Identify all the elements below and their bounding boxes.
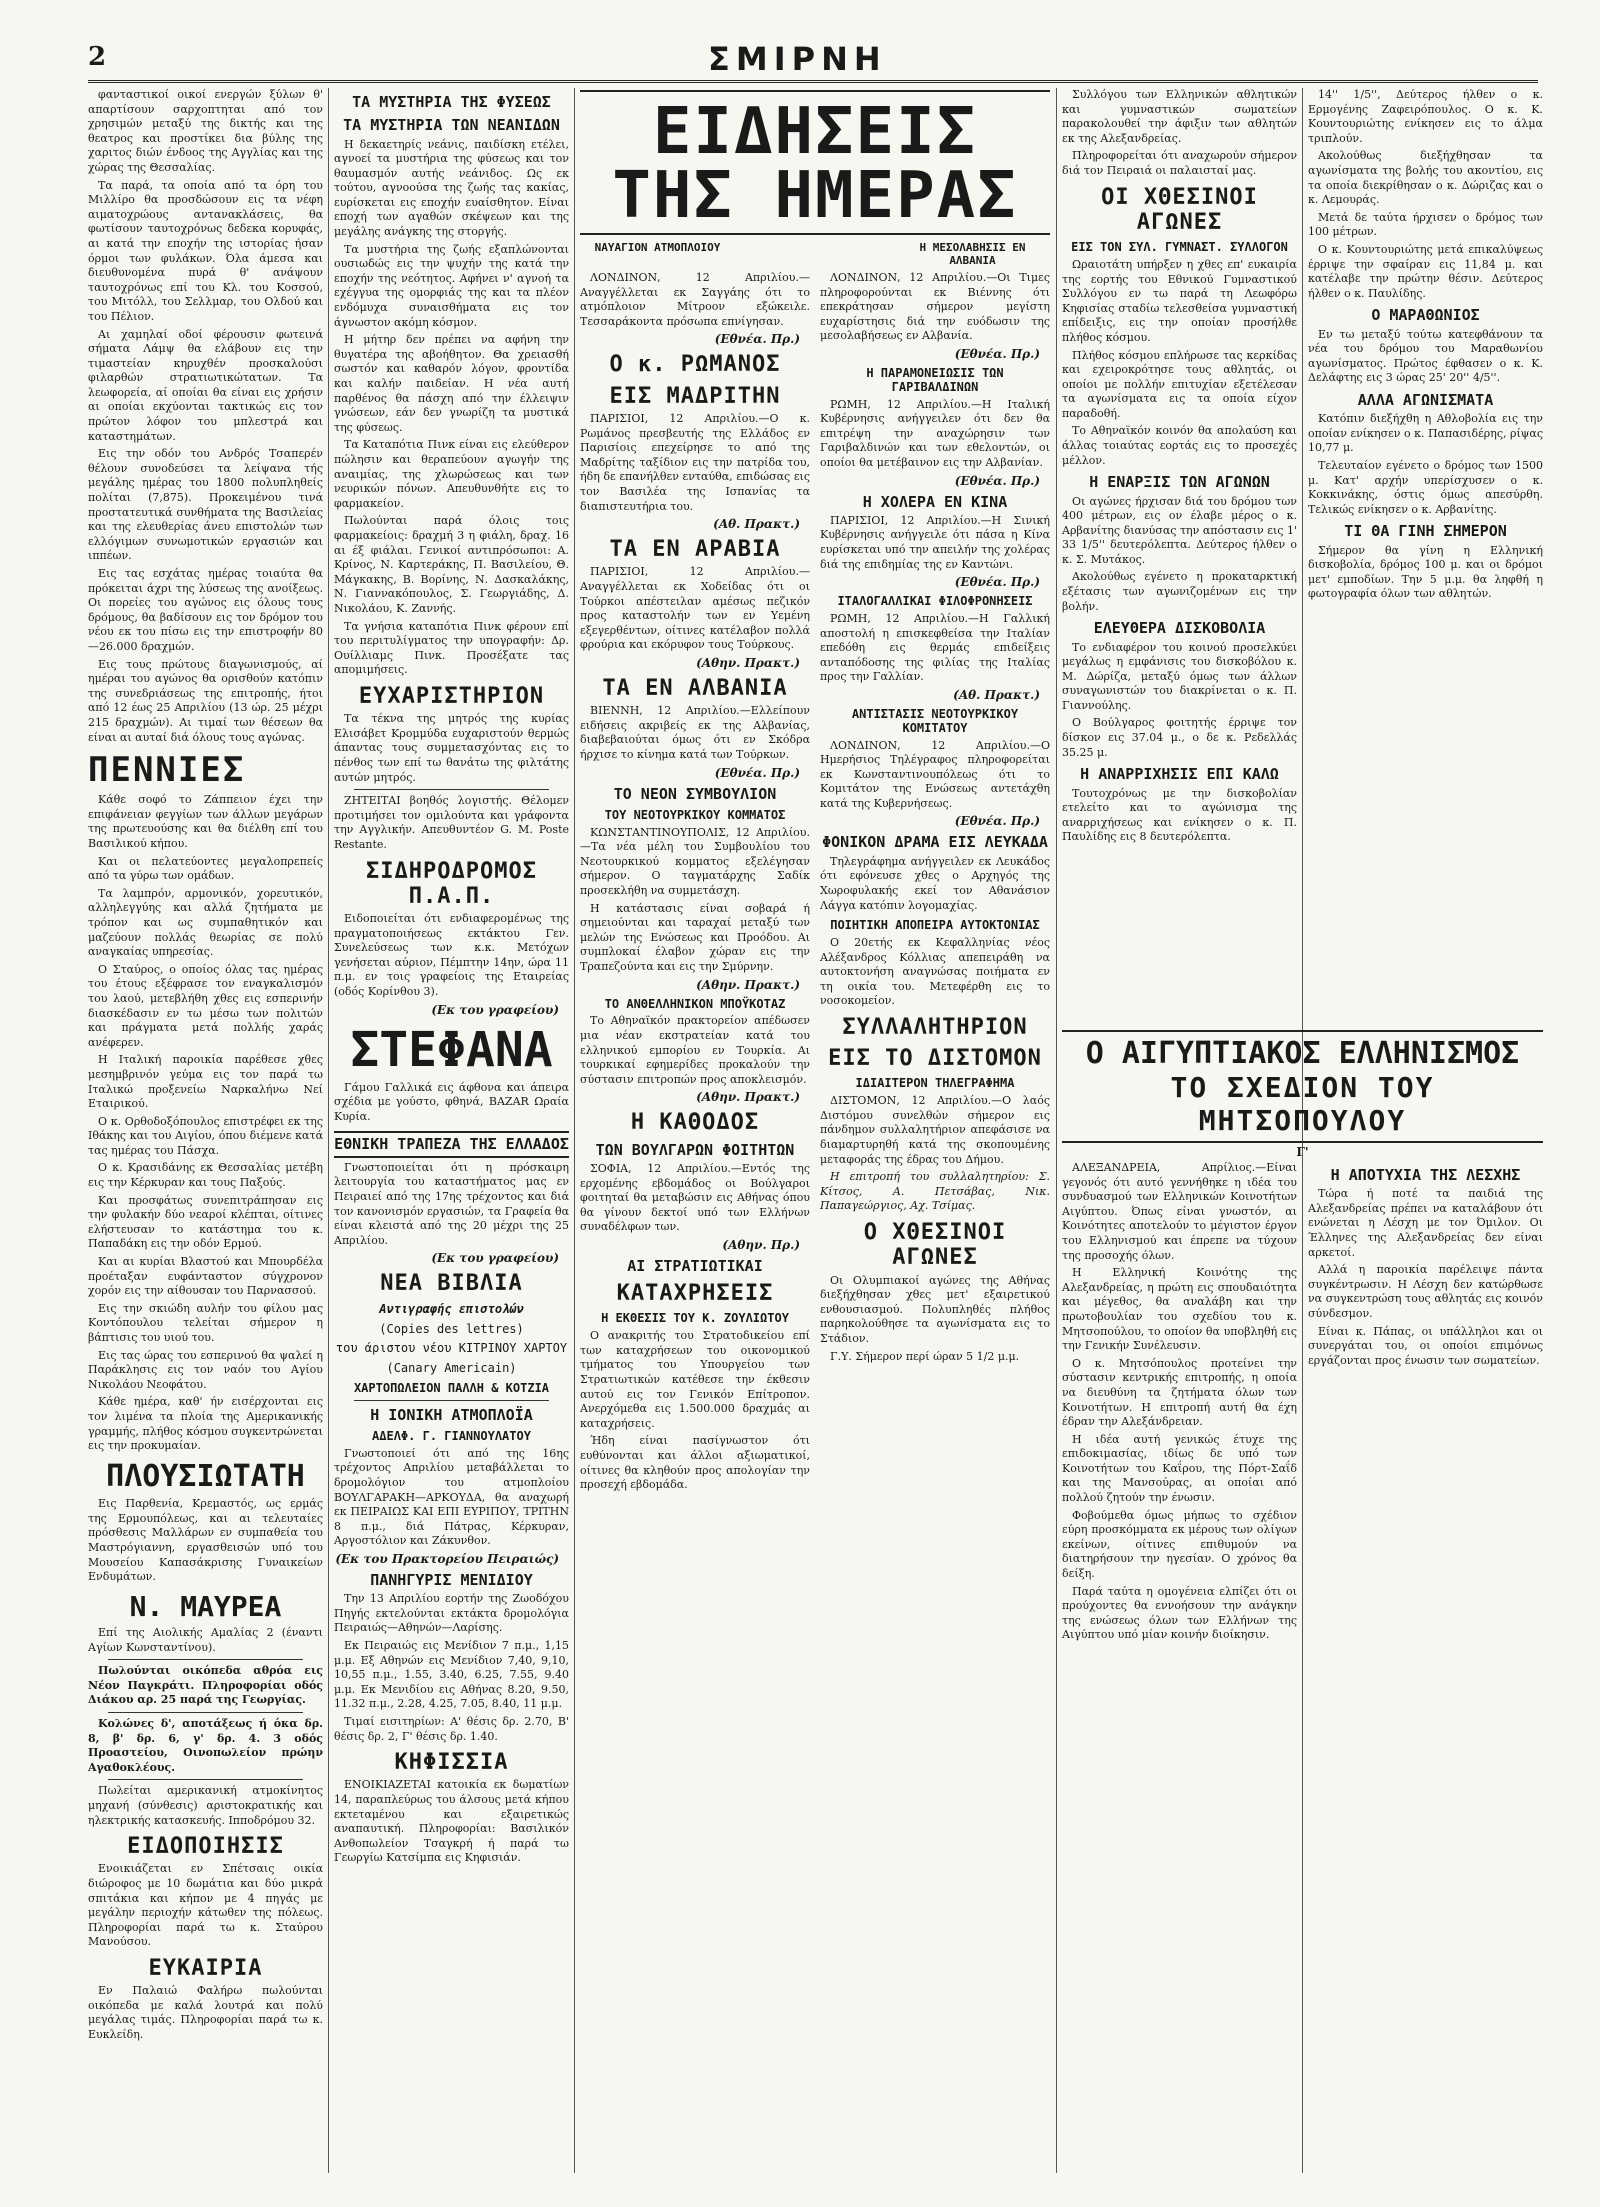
column-rule: [1056, 88, 1057, 2173]
article-paragraph: Πληροφορείται ότι αναχωρούν σήμερον διά τον Πειραιά οι παλαισταί μας.: [1062, 149, 1297, 177]
article-paragraph: Και προσφάτως συνεπιτράπησαν εις την φυλακήν δύο νεαροί κλέπται, οίτινες ελήστευσαν το κατάστημα του κ. Παπαδάκη εις την οδόν Ερμού.: [88, 1193, 323, 1251]
headline: ΟΙ ΧΘΕΣΙΝΟΙ ΑΓΩΝΕΣ: [1101, 184, 1258, 235]
headline: Ο ΑΙΓΥΠΤΙΑΚΟΣ ΕΛΛΗΝΙΣΜΟΣ: [1062, 1030, 1543, 1071]
ad-title-stefana: ΣΤΕΦΑΝΑ: [350, 1021, 553, 1078]
headline: ΣΙΔΗΡΟΔΡΟΜΟΣ Π.Α.Π.: [366, 858, 537, 909]
ad-name-maurea: Ν. ΜΑΥΡΕΑ: [129, 1589, 282, 1623]
article-paragraph: Εν τω μεταξύ τούτω κατεφθάνουν τα νέα του δρόμου του Μαραθωνίου αγωνίσματος. Πρώτος έφθασεν ο κ. Κ. Δελάφτης εις 3 ώρας 25' 20'' 4/5''.: [1308, 327, 1543, 385]
source-line: (Εθνέα. Πρ.): [714, 765, 800, 780]
headline: ΙΔΙΑΙΤΕΡΟΝ ΤΗΛΕΓΡΑΦΗΜΑ: [855, 1076, 1015, 1091]
article-paragraph: Τα παρά, τα οποία από τα όρη του Μιλλίρο θα προσδώσουν εις τα νέφη αιματοχρώους αντανακλάσεις, θα φωτίσουν ταυτοχρόνως δεδεκα κορυφάς, αι κατά την εποχήν της ιστορίας ήσαν όρμοι των φυλάκων. Όλα άμεσα και διευθυνομένα πυρά θ' ανάψουν ταυτοχρόνως επί του Κλ. του Κοσσού, του Μιτόλλ, του Σελλμαρ, του Ολδού και του Πέλιον.: [88, 178, 323, 323]
column-3b: [820, 271, 1050, 1496]
article-paragraph: Τώρα ή ποτέ τα παιδιά της Αλεξανδρείας πρέπει να καταλάβουν ότι ενώνεται η Λέσχη με τον Όμιλον. Οι Έλληνες της Αλεξανδρείας δεν είναι αρκετοί.: [1308, 1187, 1543, 1259]
article-paragraph: Παρά ταύτα η ομογένεια ελπίζει ότι οι προύχοντες θα εννοήσουν την ανάγκην της ενώσεως όλων των Ελλήνων της Αιγύπτου υπό μίαν κοινήν διοίκησιν.: [1062, 1584, 1297, 1642]
subheads: [580, 241, 1050, 267]
ad-text: Εν Παλαιώ Φαλήρω πωλούνται οικόπεδα με καλά λουτρά και πολύ μεγάλας τιμάς. Πληροφορίαι παρά τω κ. Ευκλείδη.: [88, 1984, 323, 2042]
article-paragraph: Και αι κυρίαι Βλαστού και Μπουρδέλα προέταξαν ευφάνταστον σύγχρονον χορόν εις την αίθουσαν του Παρνασσού.: [88, 1255, 323, 1298]
headline: Ο κ. ΡΩΜΑΝΟΣ: [609, 352, 781, 378]
column-1: [88, 88, 323, 2173]
subhead: ΝΑΥΑΓΙΟΝ ΑΤΜΟΠΛΟΙΟΥ: [594, 241, 721, 254]
source-line: (Εθνέα. Πρ.): [954, 575, 1040, 590]
source-line: (Εθνέα. Πρ.): [954, 473, 1040, 488]
source-line: (Αθην. Πρακτ.): [696, 1090, 800, 1105]
article-paragraph: Ο κ. Μητσόπουλος προτείνει την σύστασιν κεντρικής επιτροπής, η οποία να διευθύνη τα ζητήματα όλων των Κοινοτήτων. Η επιτροπή αυτή θα έχη έδραν την Αλεξάνδρειαν.: [1062, 1356, 1297, 1429]
article-paragraph: Η ιδέα αυτή γενικώς έτυχε της επιδοκιμασίας, ιδίως δε υπό των Κοινοτήτων του Καΐρου, της Πόρτ-Σαΐδ και της Μανσούρας, αι οποίαι από πολλού ζητούν την ένωσιν.: [1062, 1432, 1297, 1505]
headline: ΤΟ ΣΧΕΔΙΟΝ ΤΟΥ ΜΗΤΣΟΠΟΥΛΟΥ: [1062, 1071, 1543, 1143]
article-paragraph: Τιμαί εισιτηρίων: Α' θέσις δρ. 2.70, Β' θέσις δρ. 2, Γ' θέσις δρ. 1.40.: [334, 1714, 569, 1743]
main-headline-box: [580, 90, 1050, 235]
headline: ΚΑΤΑΧΡΗΣΕΙΣ: [616, 1281, 774, 1307]
source-line: (Εθνέα. Πρ.): [954, 814, 1040, 829]
article-paragraph: ΠΑΡΙΣΙΟΙ, 12 Απριλίου.—Ο κ. Ρωμάνος πρεσβευτής της Ελλάδος εν Παρισίοις επεχείρησε το από της Μαδρίτης ταξίδιον εις την πατρίδα του, ήδη δε επανήλθεν ενταύθα, επιδώσας εις τον Βασιλέα της Ισπανίας τα διαπιστευτήρια του.: [580, 411, 810, 513]
article-paragraph: Κάθε ημέρα, καθ' ήν εισέρχονται εις τον λιμένα τα πλοία της Αμερικανικής γραμμής, πλήθος κόσμου συγκεντρώνεται εις την προκυμαίαν.: [88, 1395, 323, 1453]
headline: ΚΗΦΙΣΣΙΑ: [394, 1750, 509, 1776]
source-line: (Αθην. Πρ.): [722, 1237, 800, 1252]
article-paragraph: 14'' 1/5'', Δεύτερος ήλθεν ο κ. Ερμογένης Ζαφειρόπουλος. Ο κ. Κ. Κουντουριώτης ενίκησεν εις το άλμα τριπλούν.: [1308, 88, 1543, 145]
article-paragraph: Ο ανακριτής του Στρατοδικείου επί των καταχρήσεων του οικονομικού τμήματος του Υπουργείου των Στρατιωτικών κατέθεσε την έκθεσιν αυτού εις τον Γενικόν Επίτροπον. Ανερχόμεθα εις 1.500.000 δραχμάς αι καταχρήσεις.: [580, 1329, 810, 1430]
article-paragraph: Τηλεγράφημα ανήγγειλεν εκ Λευκάδος ότι εφόνευσε χθες ο Αρχηγός της Χωροφυλακής εκεί τον Αθανάσιον Λάγγα κατόπιν λογομαχίας.: [820, 854, 1050, 912]
article-paragraph: Μετά δε ταύτα ήρχισεν ο δρόμος των 100 μέτρων.: [1308, 210, 1543, 239]
ad-line: (Copies des lettres): [379, 1321, 524, 1336]
article-paragraph: ΣΟΦΙΑ, 12 Απριλίου.—Εντός της ερχομένης εβδομάδος οι Βούλγαροι φοιτηταί θα μεταβώσιν εις Αθήνας όπου θα γίνουν δεκτοί υπό των Ελλήνων συναδέλφων των.: [580, 1161, 810, 1234]
headline: Η ΑΠΟΤΥΧΙΑ ΤΗΣ ΛΕΣΧΗΣ: [1330, 1166, 1521, 1184]
article-paragraph: Τα τέκνα της μητρός της κυρίας Ελισάβετ Κρομμύδα ευχαριστούν θερμώς άπαντας τους συμμετασχόντας εις το πένθος των επί τω θανάτω της φιλτάτης αυτών μητρός.: [334, 712, 569, 784]
article-paragraph: Η μήτηρ δεν πρέπει να αφήνη την θυγατέρα της αβοήθητον. Θα χρειασθή σωστόν και καθαρόν λόγον, φροντίδα και καλήν παιδείαν. Η νέα αυτή παρθένος θα πάσχη από την έλλειψιν γνώσεων, εάν δεν γνωρίζη τα μυστικά της φύσεως.: [334, 333, 569, 434]
headline: Η ΠΑΡΑΜΟΝΕΙΩΣΙΣ ΤΩΝ ΓΑΡΙΒΑΛΔΙΝΩΝ: [866, 365, 1004, 394]
article-paragraph: Οι Ολυμπιακοί αγώνες της Αθήνας διεξήχθησαν χθες μετ' εξαιρετικού ενθουσιασμού. Πολυπληθές πλήθος παρηκολούθησε τα αγωνίσματα εις το Στάδιον.: [820, 1273, 1050, 1345]
source-line: (Εκ του γραφείου): [431, 1251, 559, 1266]
article-paragraph: Γνωστοποιείται ότι η πρόσκαιρη λειτουργία του καταστήματος μας εν Πειραιεί από της 17ης τρέχοντος και διά τον κανονισμόν εργασιών, τα Γραφεία θα είναι κλειστά από της 20 μέχρι της 25 Απριλίου.: [334, 1160, 569, 1247]
column-3: [580, 88, 1050, 2173]
masthead: [88, 40, 1538, 83]
article-paragraph: Την 13 Απριλίου εορτήν της Ζωοδόχου Πηγής εκτελούνται εκτάκτα δρομολόγια Πειραιώς—Αθηνών—Λαρίσης.: [334, 1592, 569, 1635]
ad-line: του άριστου νέου ΚΙΤΡΙΝΟΥ ΧΑΡΤΟΥ: [335, 1341, 568, 1356]
headline: ΠΟΙΗΤΙΚΗ ΑΠΟΠΕΙΡΑ ΑΥΤΟΚΤΟΝΙΑΣ: [830, 918, 1040, 933]
article-paragraph: Τα γνήσια καταπότια Πινκ φέρουν επί του περιτυλίγματος την υπογραφήν: Δρ. Ουίλλιαμς Πινκ. Προσέξατε τας απομιμήσεις.: [334, 619, 569, 677]
article-paragraph: ΡΩΜΗ, 12 Απριλίου.—Η Γαλλική αποστολή η επισκεφθείσα την Ιταλίαν επεδόθη εις θερμάς επιδείξεις ανταπόδοσης της φιλίας της Ιταλίας προς την Γαλλίαν.: [820, 611, 1050, 684]
article-paragraph: Η Ιταλική παροικία παρέθεσε χθες μεσημβρινόν γεύμα εις τον παρά τω Ιταλικώ προξενείω Ναρκαλήνω Νεί Εταιρικού.: [88, 1053, 323, 1111]
article-paragraph: Σήμερον θα γίνη η Ελληνική δισκοβολία, δρόμος 100 μ. και οι δρόμοι μετ' εμποδίων. Την 5 μ.μ. θα ληφθή η φωτογραφία όλων των αθλητών.: [1308, 543, 1543, 601]
column-rule: [328, 88, 329, 2173]
article-paragraph: Ακολούθως εγένετο η προκαταρκτική εξέτασις των αγωνιζομένων εις την βολήν.: [1062, 570, 1297, 613]
article-paragraph: Ακολούθως διεξήχθησαν τα αγωνίσματα της βολής του ακοντίου, εις τα οποία διεκρίθησαν ο κ. Δώριζας και ο κ. Λεμουράς.: [1308, 149, 1543, 207]
headline: Η ΑΝΑΡΡΙΧΗΣΙΣ ΕΠΙ ΚΑΛΩ: [1080, 765, 1279, 784]
article-paragraph: ΚΩΝΣΤΑΝΤΙΝΟΥΠΟΛΙΣ, 12 Απριλίου.—Τα νέα μέλη του Συμβουλίου του Νεοτουρκικού κομματος εξελέγησαν σήμερον. Ο ταγματάρχης Σαδίκ προσεκλήθη να συμμετάσχη.: [580, 825, 810, 898]
article-paragraph: Το Αθηναϊκόν πρακτορείον απέδωσεν μια νέαν εκστρατείαν κατά του ελληνικού εμπορίου εν Τουρκία. Αι τουρκικαί εφημερίδες προκαλούν την σύστασιν επιτροπών προς αποκλεισμόν.: [580, 1014, 810, 1086]
article-paragraph: Τα Καταπότια Πινκ είναι εις ελεύθερον πώλησιν και θεραπεύουν αγωγήν της αναιμίας, της χλωρώσεως και των νευρικών πόνων. Απευθυνθήτε εις το φαρμακείον.: [334, 438, 569, 510]
headline: ΑΙ ΣΤΡΑΤΙΩΤΙΚΑΙ: [627, 1256, 763, 1275]
page-number: 2: [88, 42, 107, 72]
article-paragraph: Ο κ. Κουντουριώτης μετά επικαλύψεως έρριψε την σφαίραν εις 11,84 μ. και κατέλαβε την πρώτην θέσιν. Δεύτερος ήλθεν ο κ. Παυλίδης.: [1308, 242, 1543, 300]
subhead: Η ΜΕΣΟΛΑΒΗΣΙΣ ΕΝ ΑΛΒΑΝΙΑ: [919, 241, 1026, 267]
article-paragraph: Τα λαμπρόν, αρμονικόν, χορευτικόν, αλληλεγγύης και αλλά ζητήματα με τρόπον και ως συμπαθητικόν και μαζεύουν πολλάς θεωρίας σε πολύ αναγκαίας υπηρεσίας.: [88, 886, 323, 959]
headline: ΝΕΑ ΒΙΒΛΙΑ: [380, 1271, 523, 1297]
separator: [108, 1779, 303, 1780]
article-paragraph: ΖΗΤΕΙΤΑΙ βοηθός λογιστής. Θέλομεν προτιμήσει τον ομιλούντα και γράφοντα την Αγγλικήν. Απευθυντέον G. M. Poste Restante.: [334, 794, 569, 851]
article-paragraph: Ο Σταύρος, ο οποίος όλας τας ημέρας του έτους εξέφρασε τον εναγκαλισμόν του λαού, μετεβλήθη χθες εις εσπερινήν διασκέδασιν εν τω μέσω των πολιτών και πράγματα μετά πολλής χαράς ανέφερεν.: [88, 962, 323, 1049]
article-paragraph: Τελευταίον εγένετο ο δρόμος των 1500 μ. Κατ' αρχήν υπερίσχυσεν ο κ. Κοκκινάκης, όστις όμως απεσύρθη. Τελικώς ενίκησεν ο κ. Αρβανίτης.: [1308, 458, 1543, 516]
article-paragraph: Ο κ. Ορθοδοξόπουλος επιστρέφει εκ της Ιθάκης και του Αιγίου, όπου διέμενε κατά τας ημέρας του Πάσχα.: [88, 1114, 323, 1157]
article-paragraph: Αλλά η παροικία παρέλειψε πάντα συγκέντρωσιν. Η Λέσχη δεν κατώρθωσε να συγκεντρώση τους αθλητάς εις κοινόν σύνδεσμον.: [1308, 1263, 1543, 1320]
ad-text: Κολώνες δ', αποτάξεως ή όκα δρ. 8, β' δρ. 6, γ' δρ. 4. 3 οδός Προαστείου, Οινοπωλείον πρώην Αγαθοκλέους.: [88, 1716, 323, 1774]
article-paragraph: Εις την οδόν του Ανδρός Τσαπερέν θέλουν συνοδεύσει τα λείψανα τής μεγάλης ημέρας του 1800 πολυπληθείς πολίται (7,875). Προκειμένου τινά προστατευτικά συνθήματα της Βασιλείας και της ελευθερίας άνευ επιστολών των ελλόγιμων συνωμοτικών εργασιών και ιππέων.: [88, 447, 323, 563]
headline: ΕΙΣ ΜΑΔΡΙΤΗΝ: [609, 383, 781, 409]
article-paragraph: Ο Βούλγαρος φοιτητής έρριψε τον δίσκον εις 37.04 μ., ο δε κ. Ρεδελλάς 35.25 μ.: [1062, 716, 1297, 759]
headline: Ο ΜΑΡΑΘΩΝΙΟΣ: [1371, 306, 1480, 325]
article-paragraph: Ήδη είναι πασίγνωστον ότι ευθύνονται και άλλοι αξιωματικοί, οίτινες θα κληθούν προς απολογίαν την προσεχή εβδομάδα.: [580, 1434, 810, 1492]
headline: ΕΛΕΥΘΕΡΑ ΔΙΣΚΟΒΟΛΙΑ: [1093, 619, 1266, 638]
newspaper-title: ΣΜΙΡΝΗ: [708, 40, 887, 78]
headline: ΣΥΛΛΑΛΗΤΗΡΙΟΝ: [842, 1014, 1028, 1040]
column-3-split: [580, 271, 1050, 1496]
headline: ΠΑΝΗΓΥΡΙΣ ΜΕΝΙΔΙΟΥ: [370, 1570, 533, 1589]
article-paragraph: Η κατάστασις είναι σοβαρά ή σημειούνται και ταραχαί μεταξύ των μελών της Ενώσεως και Προόδου. Αι συμπλοκαί έλαβον χώραν εις την Τραπεζούντα και εις την Σμύρνην.: [580, 901, 810, 974]
article-paragraph: Εις τας ώρας του εσπερινού θα ψαλεί η Παράκλησις εις τον ναόν του Αγίου Νικολάου Νεοφάτου.: [88, 1348, 323, 1391]
headline: ΕΘΝΙΚΗ ΤΡΑΠΕΖΑ ΤΗΣ ΕΛΛΑΔΟΣ: [334, 1131, 569, 1158]
article-paragraph: Οι αγώνες ήρχισαν διά του δρόμου των 400 μέτρων, εις ον έλαβε μέρος ο κ. Αρβανίτης διανύσας την απόστασιν εις 1' 33 1/5'' δευτερόλεπτα. Δεύτερος ήλθεν ο κ. Σ. Μυτάκος.: [1062, 494, 1297, 566]
ad-line: (Canary Americain): [386, 1361, 517, 1376]
article-paragraph: ΛΟΝΔΙΝΟΝ, 12 Απριλίου.—Ο Ημερήσιος Τηλέγραφος πληροφορείται εκ Κωνσταντινουπόλεως ότι το Κομιτάτον της Ενώσεως αντετάχθη κατά της Κυβερνήσεως.: [820, 738, 1050, 810]
headline: Η ΕΚΘΕΣΙΣ ΤΟΥ Κ. ΖΟΥΛΙΩΤΟΥ: [601, 1311, 789, 1326]
headline: ΑΔΕΛΦ. Γ. ΓΙΑΝΝΟΥΛΑΤΟΥ: [372, 1428, 531, 1443]
column-3a: [580, 271, 810, 1496]
article-paragraph: Και οι πελατεύοντες μεγαλοπρεπείς από τα γύρω των ομάδων.: [88, 854, 323, 883]
section-title-pennies: ΠΕΝΝΙΕΣ: [88, 750, 246, 791]
source-line: (Αθ. Πρακτ.): [953, 687, 1040, 702]
article-paragraph: Ο κ. Κρασιδάνης εκ Θεσσαλίας μετέβη εις την Κέρκυραν και τους Παξούς.: [88, 1161, 323, 1190]
headline: ΤΟΥ ΝΕΟΤΟΥΡΚΙΚΟΥ ΚΟΜΜΑΤΟΣ: [604, 807, 786, 822]
column-5: [1308, 88, 1543, 1018]
article-paragraph: Η επιτροπή του συλλαλητηρίου: Σ. Κίτσος, Α. Πετσάβας, Νικ. Παπαγεώργιος, Αχ. Τσίμας.: [820, 1170, 1050, 1213]
article-paragraph: Κατόπιν διεξήχθη η Αθλοβολία εις την οποίαν ενίκησεν ο κ. Παπασιδέρης, ρίψας 10,77 μ.: [1308, 412, 1543, 455]
headline: ΤΙ ΘΑ ΓΙΝΗ ΣΗΜΕΡΟΝ: [1344, 522, 1507, 541]
article-paragraph: Η Ελληνική Κοινότης της Αλεξανδρείας, η πρώτη εις σπουδαιότητα και μέγεθος, θα αναλάβη και την πρωτοβουλίαν του σχεδίου του κ. Μητσοπούλου, το οποίον θα υποβληθή εις την Γενικήν Συνέλευσιν.: [1062, 1266, 1297, 1353]
column-rule: [574, 88, 575, 2173]
separator: [354, 789, 549, 790]
ad-line: ΧΑΡΤΟΠΩΛΕΙΟΝ ΠΑΛΛΗ & ΚΟΤΖΙΑ: [353, 1380, 550, 1395]
egypt-article-columns: [1062, 1161, 1543, 1646]
article-paragraph: Είναι κ. Πάπας, οι υπάλληλοι και οι συνεργάται του, οι οποίοι επιμόνως εργάζονται προς ένωσιν των σωματείων.: [1308, 1324, 1543, 1367]
headline: ΑΝΤΙΣΤΑΣΙΣ ΝΕΟΤΟΥΡΚΙΚΟΥ ΚΟΜΙΤΑΤΟΥ: [851, 706, 1019, 735]
headline: Η ΕΝΑΡΞΙΣ ΤΩΝ ΑΓΩΝΩΝ: [1089, 473, 1270, 492]
article-paragraph: ΔΙΣΤΟΜΟΝ, 12 Απριλίου.—Ο λαός Διστόμου συνελθών σήμερον εις πάνδημον συλλαλητήριον απεφάσισε να διαμαρτυρηθή κατά της σκοπουμένης μεταφοράς της έδρας του Δήμου.: [820, 1094, 1050, 1166]
article-paragraph: Το ενδιαφέρον του κοινού προσελκύει μεγάλως η εμφάνισις του δισκοβόλου κ. Μ. Δώρίζα, μεταξύ όμως των άλλων συναγωνιστών του διακρίνεται ο κ. Π. Γιαννούλης.: [1062, 640, 1297, 712]
article-part-number: Γ': [1296, 1145, 1309, 1159]
source-line: (Εκ του Πρακτορείου Πειραιώς): [335, 1551, 559, 1566]
ad-text: Πωλούνται οικόπεδα αθρόα εις Νέον Παγκράτι. Πληροφορίαι οδός Διάκου αρ. 25 παρά της Γεωργίας.: [88, 1664, 323, 1707]
article-paragraph: Πωλούνται παρά όλοις τοις φαρμακείοις: δραχμή 3 η φιάλη, δραχ. 16 αι έξ φιάλαι. Γενικοί αντιπρόσωποι: Α. Κρίνος, Ν. Καρτεράκης, Π. Βασιλείου, Θ. Μάγκακης, Β. Βορίνης, Ν. Δασκαλάκης, Ν. Γιαννακόπουλος, Σ. Γεωργιάδης, Δ. Νικολάου, Κ. Ζαννής.: [334, 514, 569, 615]
headline: ΕΙΣ ΤΟ ΔΙΣΤΟΜΟΝ: [828, 1046, 1042, 1072]
source-line: (Αθ. Πρακτ.): [713, 517, 800, 532]
article-paragraph: ΑΛΕΞΑΝΔΡΕΙΑ, Απρίλιος.—Είναι γεγονός ότι αυτό γεννήθηκε η ιδέα του συνδυασμού των Ελληνικών Κοινοτήτων Αιγύπτου. Όπως είναι γνωστόν, αι Κοινότητες αποτελούν το μέγιστον έργον του Ελληνισμού και έπρεπε να τύχουν της προσοχής όλων.: [1062, 1161, 1297, 1262]
separator: [108, 1659, 303, 1660]
article-paragraph: φανταστικοί οικοί ενεργών ξύλων θ' απαρτίσουν σαρχοπτηται από τον χρησιμών μεταξύ της δικτής και της θεατρος και προστίκει δια βύλης της χαριτος διών ένδοος της Αγγλίας και της χώρας της Θεσσαλίας.: [88, 88, 323, 174]
egypt-article-right: [1308, 1161, 1543, 1646]
article-paragraph: Γ.Υ. Σήμερον περί ώραν 5 1/2 μ.μ.: [830, 1349, 1020, 1363]
column-4: [1062, 88, 1297, 1018]
ad-line: Αντιγραφής επιστολών: [379, 1301, 524, 1316]
headline: ΕΙΣ ΤΟΝ ΣΥΛ. ΓΥΜΝΑΣΤ. ΣΥΛΛΟΓΟΝ: [1071, 240, 1288, 255]
article-paragraph: Ειδοποιείται ότι ενδιαφερομένως της πραγματοποιήσεως εκτάκτου Γεν. Συνελεύσεως των κ.κ. Μετόχων γενήσεται αύριον, Πέμπτην 14ην, ώρα 11 π.μ. εν τοις γραφείοις της Εταιρείας (οδός Κορίνθου 3).: [334, 912, 569, 999]
article-paragraph: Γνωστοποιεί ότι από της 16ης τρέχοντος Απριλίου μεταβάλλεται το δρομολόγιον του ατμοπλοίου ΒΟΥΛΓΑΡΑΚΗ—ΑΡΚΟΥΔΑ, θα αναχωρή εκ ΠΕΙΡΑΙΩΣ ΚΑΙ ΕΠΙ ΕΥΡΙΠΟΥ, ΤΡΙΤΗΝ 8 π.μ., διά Πάτρας, Κέρκυραν, Αργοστόλιον και Ζάκυνθον.: [334, 1446, 569, 1548]
article-paragraph: Φοβούμεθα όμως μήπως το σχέδιον εύρη προσκόμματα εκ μέρους των ολίγων εκείνων, οίτινες επιθυμούν να διατηρήσουν την ηγεσίαν. Ο χρόνος θα δείξη.: [1062, 1508, 1297, 1581]
headline: ΙΤΑΛΟΓΑΛΛΙΚΑΙ ΦΙΛΟΦΡΟΝΗΣΕΙΣ: [837, 594, 1033, 609]
article-paragraph: ΛΟΝΔΙΝΟΝ, 12 Απριλίου.—Αναγγέλλεται εκ Σαγγάης ότι το ατμόπλοιον Μίτροον εξώκειλε. Τεσσαράκοντα πρόσωπα επνίγησαν.: [580, 271, 810, 328]
headline: ΤΑ ΕΝ ΑΛΒΑΝΙΑ: [602, 675, 788, 701]
article-paragraph: ΛΟΝΔΙΝΟΝ, 12 Απριλίου.—Οι Τιμες πληροφορούνται εκ Βιέννης ότι επεκράτησαν σήμερον μεγίστη ευχαρίστησις διά την ευόδωσιν της μεσολαβήσεως εν Αλβανία.: [820, 271, 1050, 343]
article-paragraph: Τουτοχρόνως με την δισκοβολίαν ετελείτο και το αγώνισμα της αναρριχήσεως και ενίκησεν ο κ. Π. Παυλίδης εις 8 δευτερόλεπτα.: [1062, 786, 1297, 844]
article-paragraph: Αι χαμηλαί οδοί φέρουσιν φωτεινά σήματα Λάμψ θα ελάβουν εις την τιμαστείαν κηρυχθέν προσκαλούσι φιλαρθών στρατιωτικώτατων. Τα λεωφορεία, αί οποίαι θα είναι εις χρήσιν αι οποίαι εκχύονται τακτικώς εις τον πρώτον λόφον του μπλεστρά και καταστημάτων.: [88, 327, 323, 443]
source-line: (Εκ του γραφείου): [431, 1002, 559, 1017]
headline: ΕΥΧΑΡΙΣΤΗΡΙΟΝ: [358, 683, 545, 709]
ad-text: Ενοικιάζεται εν Σπέτσαις οικία διώροφος με 10 δωμάτια και δύο μικρά σπιτάκια και κήπον με 4 πηγάς με μεγάλην περιοχήν κάτωθεν της πόλεως. Πληροφορίαι παρά τω κ. Σταύρου Μανούσου.: [88, 1862, 323, 1949]
article-paragraph: ΡΩΜΗ, 12 Απριλίου.—Η Ιταλική Κυβέρνησις ανήγγειλεν ότι δεν θα επιτρέψη την αναχώρησιν των Γαριβαλδινών και των εθελοντών, οι οποίοι θα μετέβαινον εις την Αλβανίαν.: [820, 397, 1050, 469]
headline: ΤΩΝ ΒΟΥΛΓΑΡΩΝ ΦΟΙΤΗΤΩΝ: [595, 1140, 795, 1159]
separator: [354, 1400, 549, 1401]
headline: ΤΟ ΝΕΟΝ ΣΥΜΒΟΥΛΙΟΝ: [613, 784, 777, 803]
source-line: (Αθην. Πρακτ.): [696, 977, 800, 992]
ad-title-eidopoiisis: ΕΙΔΟΠΟΙΗΣΙΣ: [127, 1834, 284, 1860]
article-paragraph: Πλήθος κόσμου επλήρωσε τας κερκίδας και εχειροκρότησε τους αθλητάς, οι οποίοι με πολλήν επιτυχίαν εξετέλεσαν τα αγωνίσματα εις τα οποία είχον παραδοθή.: [1062, 348, 1297, 420]
source-line: (Εθνέα. Πρ.): [954, 346, 1040, 361]
headline: Η ΚΑΘΟΔΟΣ: [630, 1110, 760, 1136]
ad-text: Γάμου Γαλλικά εις άφθονα και άπειρα σχέδια με γούστο, φθηνά, BAZAR Ωραία Κυρία.: [334, 1080, 569, 1124]
headline: ΤΑ ΜΥΣΤΗΡΙΑ ΤΩΝ ΝΕΑΝΙΔΩΝ: [343, 116, 560, 135]
ad-title-eukairia: ΕΥΚΑΙΡΙΑ: [148, 1955, 263, 1981]
headline: Ο ΧΘΕΣΙΝΟΙ ΑΓΩΝΕΣ: [863, 1220, 1007, 1271]
headline: ΤΑ ΕΝ ΑΡΑΒΙΑ: [609, 537, 781, 563]
article-paragraph: ΒΙΕΝΝΗ, 12 Απριλίου.—Ελλείπουν ειδήσεις ακριβείς εκ της Αλβανίας, διαβεβαιούται όμως ότι εν Σκόδρα ήρχισε το κίνημα κατά των Τούρκων.: [580, 704, 810, 762]
article-paragraph: Εις τους πρώτους διαγωνισμούς, αί ημέραι του αγώνος θα ορισθούν κατόπιν της συνεδριάσεως της επιτροπής, ήτοι από 12 έως 25 Απριλίου (13 ώρ. 25 μέχρι 215 δραχμών). Αι τιμαί των θέσεων θα είναι αι αυταί διά όλους τους αγώνας.: [88, 657, 323, 744]
headline: Η ΧΟΛΕΡΑ ΕΝ ΚΙΝΑ: [862, 492, 1008, 511]
main-headline: ΕΙΔΗΣΕΙΣ ΤΗΣ ΗΜΕΡΑΣ: [612, 95, 1018, 233]
article-paragraph: ΠΑΡΙΣΙΟΙ, 12 Απριλίου.—Η Σινική Κυβέρνησις ανήγγειλε ότι πάσα η Κίνα ευρίσκεται υπό την απειλήν της χολέρας διά της επιδημίας της εν Καντώνι.: [820, 513, 1050, 571]
article-paragraph: Συλλόγου των Ελληνικών αθλητικών και γυμναστικών σωματείων παρακολουθεί την άφιξιν των αθλητών εκ της Αλεξανδρείας.: [1062, 88, 1297, 145]
article-paragraph: Εις την σκιώδη αυλήν του φίλου μας Κοντόπουλου τελείται σήμερον η βάπτισις του υιού του.: [88, 1301, 323, 1344]
headline: ΤΟ ΑΝΘΕΛΛΗΝΙΚΟΝ ΜΠΟΫΚΟΤΑΖ: [604, 996, 786, 1011]
article-paragraph: Η δεκαετηρίς νεάνις, παιδίσκη ετέλει, αγνοεί τα μυστήρια της φύσεως και τον θαυμασμόν αυτής νεάνιδος. Ως εκ τούτου, αγνοούσα της ζωής τας κακίας, ευρίσκεται εις εποχήν ευαίσθητον. Είναι εποχή των αγαθών σκέψεων και της μεγάλης ανάγκης της στοργής.: [334, 137, 569, 239]
source-line: (Αθην. Πρακτ.): [696, 655, 800, 670]
separator: [108, 1712, 303, 1713]
article-paragraph: Εις τας εσχάτας ημέρας τοιαύτα θα πρόκειται άχρι της λύσεως της ανοίξεως. Οι πορείες του αγώνος εις όλους τους δρόμους, θα βαδίσουν εις τον δρόμον του νέου εκ του πίσω εις την επιστροφήν 80—26.000 δραχμών.: [88, 567, 323, 653]
article-paragraph: Τα μυστήρια της ζωής εξαπλώνονται ουσιωδώς εις την ψυχήν της κατά την εποχήν της νεότητος. Αφήνει ν' αγνοή τα εχέγγυα της ομορφιάς της και τα πλέον ενδόμυχα συναισθήματα εις τον άγνωστον ακόμη κόσμον.: [334, 242, 569, 329]
article-paragraph: ΠΑΡΙΣΙΟΙ, 12 Απριλίου.—Αναγγέλλεται εκ Χοδείδας ότι οι Τούρκοι απέστειλαν αμέσως πεζικόν προς καταστολήν των εν Υεμένη εξεγερθέντων, οίτινες κατέλαβον πολλά φρούρια και εκόρυφον τους Τούρκους.: [580, 565, 810, 652]
egypt-article-left: [1062, 1161, 1297, 1646]
ad-text: Πωλείται αμερικανική ατμοκίνητος μηχανή (σύνθεσις) αριστοκρατικής και ηλεκτρικής κατασκευής. Ιπποδρόμου 32.: [88, 1784, 323, 1827]
egypt-article: [1062, 1030, 1543, 1646]
article-paragraph: Εκ Πειραιώς εις Μενίδιον 7 π.μ., 1,15 μ.μ. Εξ Αθηνών εις Μενίδιον 7,40, 9,10, 10,55 π.μ., 1.55, 3.40, 6.25, 7.55, 9.40 μ.μ. Εκ Μενιδίου εις Αθήνας 8.20, 9.50, 11.32 π.μ., 2.28, 4.25, 7.05, 8.40, 11 μ.μ.: [334, 1638, 569, 1711]
article-paragraph: ΕΝΟΙΚΙΑΖΕΤΑΙ κατοικία εκ δωματίων 14, παραπλεύρως του άλσους μετά κήπου εκτεταμένου και εξαιρετικώς αναπαυτική. Πληροφορίαι: Βασιλικόν Ανθοπωλείον Τσαγκρή ή παρά τω Γεωργίω Κατσίμπα εις Κηφισιάν.: [334, 1778, 569, 1865]
ad-text: Εις Παρθενία, Κρεμαστός, ως ερμάς της Ερμουπόλεως, και αι τελευταίες πρόσθεσις Μαλλάρων εν συμπαθεία του Μαστρόγιαννη, εργασθεισών υπό του Μουσείου Καπασάκρισης Γυναικείων Ενδυμάτων.: [88, 1497, 323, 1584]
article-paragraph: Ωραιοτάτη υπήρξεν η χθες επ' ευκαιρία της εορτής του Εθνικού Γυμναστικού Συλλόγου εν τω παρά τη Λεωφόρω Κηφισίας σταδίω τελεσθείσα γυμναστική επίδειξις, εις την οποίαν προσήλθε πλήθος κόσμου.: [1062, 257, 1297, 344]
article-paragraph: Το Αθηναϊκόν κοινόν θα απολαύση και άλλας τοιαύτας εορτάς εις το προσεχές μέλλον.: [1062, 424, 1297, 467]
ad-title-plousiotati: ΠΛΟΥΣΙΩΤΑΤΗ: [106, 1458, 305, 1494]
headline: Η ΙΟΝΙΚΗ ΑΤΜΟΠΛΟΪΑ: [370, 1405, 533, 1424]
ad-text: Επί της Αιολικής Αμαλίας 2 (έναντι Αγίων Κωνσταντίνου).: [88, 1626, 323, 1654]
article-paragraph: Κάθε σοφό το Ζάππειον έχει την επιφάνειαν φεγγίων των άλλων μεγάρων της πρωτευούσης και θα διέλθη επί του Βασιλικού κήπου.: [88, 793, 323, 850]
column-2: [334, 88, 569, 2173]
headline: ΦΟΝΙΚΟΝ ΔΡΑΜΑ ΕΙΣ ΛΕΥΚΑΔΑ: [822, 833, 1048, 852]
headline: ΤΑ ΜΥΣΤΗΡΙΑ ΤΗΣ ΦΥΣΕΩΣ: [352, 93, 551, 111]
article-paragraph: Ο 20ετής εκ Κεφαλληνίας νέος Αλέξανδρος Κόλλιας απεπειράθη να αυτοκτονήση αναγνώσας ποιήματα εν τη οικία του. Μετεφέρθη εις το νοσοκομείον.: [820, 935, 1050, 1008]
source-line: (Εθνέα. Πρ.): [714, 332, 800, 347]
headline: ΑΛΛΑ ΑΓΩΝΙΣΜΑΤΑ: [1357, 390, 1494, 409]
